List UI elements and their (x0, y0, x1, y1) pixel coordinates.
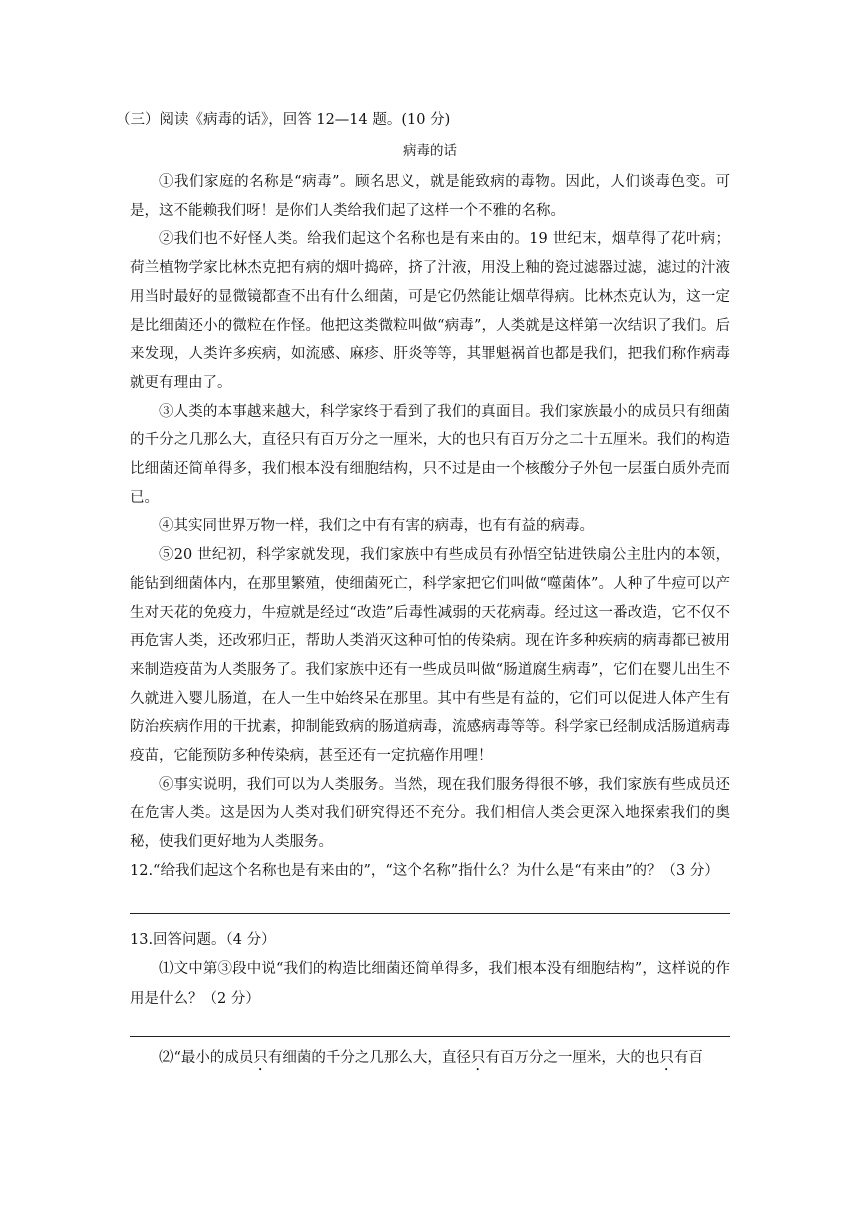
sub2-prefix: ⑵“最小的成员 (159, 1049, 254, 1066)
article-paragraph-6: ⑥事实说明，我们可以为人类服务。当然，现在我们服务得很不够，我们家族有些成员还在危害人类。这是因为人类对我们研究得还不充分。我们相信人类会更深入地探索我们的奥秘，使我们更好地为人类服务。 (130, 776, 730, 851)
article-paragraph-1: ①我们家庭的名称是“病毒”。顾名思义，就是能致病的毒物。因此，人们谈毒色变。可是，这不能赖我们呀！是你们人类给我们起了这样一个不雅的名称。 (130, 174, 730, 219)
article-paragraph-2: ②我们也不好怪人类。给我们起这个名称也是有来由的。19 世纪末，烟草得了花叶病；荷兰植物学家比林杰克把有病的烟叶捣碎，挤了汁液，用没上釉的瓷过滤器过滤，滤过的汁液用当时最好的显微镜都查不出有什么细菌，可是它仍然能让烟草得病。比林杰克认为，这一定是比细菌还小的微粒在作怪。他把这类微粒叫做“病毒”，人类就是这样第一次结识了我们。后来发现，人类许多疾病，如流感、麻疹、肝炎等等，其罪魁祸首也都是我们，把我们称作病毒就更有理由了。 (130, 231, 730, 391)
emphasized-char-1: 只 (253, 1049, 268, 1066)
answer-line-q12[interactable] (130, 913, 730, 914)
question-12: 12.“给我们起这个名称也是有来由的”，“这个名称”指什么？为什么是“有来由”的？（3 分） (130, 862, 719, 879)
question-13-sub-1: ⑴文中第③段中说“我们的构造比细菌还简单得多，我们根本没有细胞结构”，这样说的作用是什么？（2 分） (130, 960, 730, 1007)
sub2-middle-2: 有百万分之一厘米，大的也 (485, 1049, 660, 1066)
article-paragraph-5: ⑤20 世纪初，科学家就发现，我们家族中有些成员有孙悟空钻进铁扇公主肚内的本领，能钻到细菌体内，在那里繁殖，使细菌死亡，科学家把它们叫做“噬菌体”。人种了牛痘可以产生对天花的免疫力，牛痘就是经过“改造”后毒性减弱的天花病毒。经过这一番改造，它不仅不再危害人类，还改邪归正，帮助人类消灭这种可怕的传染病。现在许多种疾病的病毒都已被用来制造疫苗为人类服务了。我们家族中还有一些成员叫做“肠道腐生病毒”，它们在婴儿出生不久就进入婴儿肠道，在人一生中始终呆在那里。其中有些是有益的，它们可以促进人体产生有防治疾病作用的干扰素，抑制能致病的肠道病毒，流感病毒等等。科学家已经制成活肠道病毒疫苗，它能预防多种传染病，甚至还有一定抗癌作用哩！ (130, 547, 730, 765)
article-title: 病毒的话 (403, 143, 457, 159)
answer-line-q13-1[interactable] (130, 1036, 730, 1037)
sub2-end: 有百 (673, 1049, 703, 1066)
article-paragraph-4: ④其实同世界万物一样，我们之中有有害的病毒，也有有益的病毒。 (159, 518, 594, 535)
section-heading: （三）阅读《病毒的话》，回答 12—14 题。(10 分) (116, 112, 451, 128)
article-paragraph-3: ③人类的本事越来越大，科学家终于看到了我们的真面目。我们家族最小的成员只有细菌的千分之几那么大，直径只有百万分之一厘米，大的也只有百万分之二十五厘米。我们的构造比细菌还简单得多，我们根本没有细胞结构，只不过是由一个核酸分子外包一层蛋白质外壳而已。 (130, 403, 730, 506)
question-13-title: 13.回答问题。（4 分） (130, 931, 276, 948)
question-13-sub-2 (130, 1043, 730, 1074)
exam-page (116, 106, 730, 1074)
emphasized-char-2: 只 (470, 1049, 486, 1066)
sub2-middle-1: 有细菌的千分之几那么大，直径 (267, 1049, 471, 1066)
emphasized-char-3: 只 (659, 1049, 674, 1066)
